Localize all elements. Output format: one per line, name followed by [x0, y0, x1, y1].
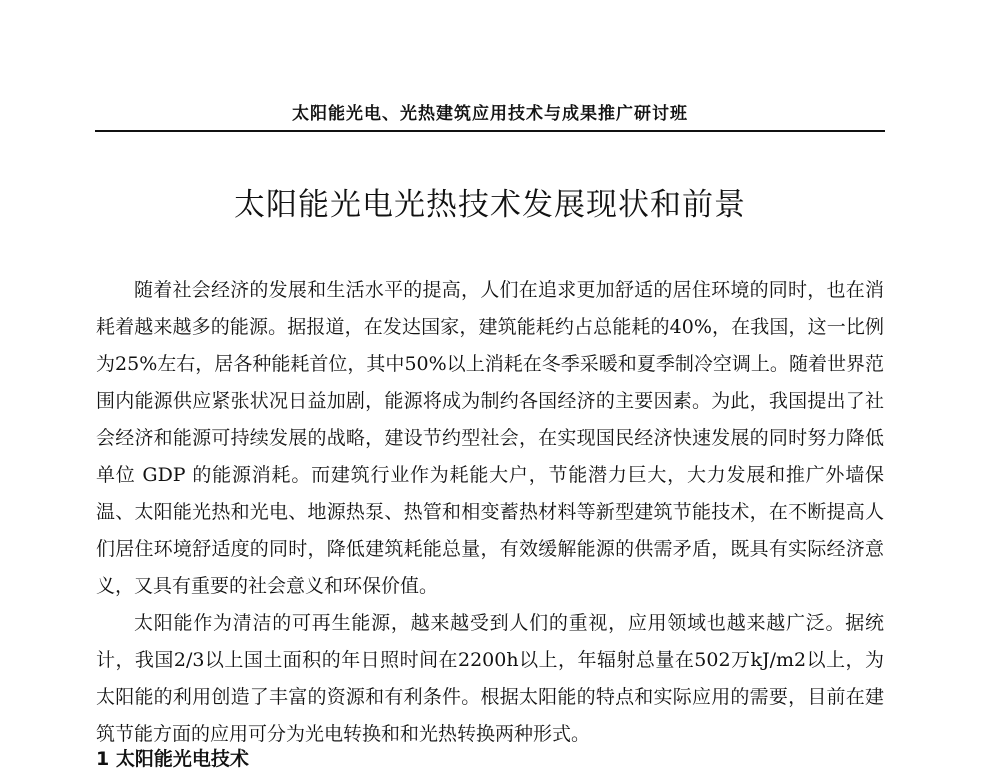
paragraph-1: 随着社会经济的发展和生活水平的提高，人们在追求更加舒适的居住环境的同时，也在消耗着越来越多的能源。据报道，在发达国家，建筑能耗约占总能耗的40%，在我国，这一比例为25%左右，居各种能耗首位，其中50%以上消耗在冬季采暖和夏季制冷空调上。随着世界范围内能源供应紧张状况日益加剧，能源将成为制约各国经济的主要因素。为此，我国提出了社会经济和能源可持续发展的战略，建设节约型社会，在实现国民经济快速发展的同时努力降低单位 GDP 的能源消耗。而建筑行业作为耗能大户，节能潜力巨大，大力发展和推广外墙保温、太阳能光热和光电、地源热泵、热管和相变蓄热材料等新型建筑节能技术，在不断提高人们居住环境舒适度的同时，降低建筑耗能总量，有效缓解能源的供需矛盾，既具有实际经济意义，又具有重要的社会意义和环保价值。 [96, 279, 884, 597]
article-body [96, 272, 884, 753]
header-divider [95, 130, 885, 132]
article-title: 太阳能光电光热技术发展现状和前景 [234, 187, 746, 223]
paragraph-2: 太阳能作为清洁的可再生能源，越来越受到人们的重视，应用领域也越来越广泛。据统计，我国2/3以上国土面积的年日照时间在2200h以上，年辐射总量在502万kJ/m2以上，为太阳能的利用创造了丰富的资源和有利条件。根据太阳能的特点和实际应用的需要，目前在建筑节能方面的应用可分为光电转换和和光热转换两种形式。 [96, 612, 884, 745]
running-header: 太阳能光电、光热建筑应用技术与成果推广研讨班 [292, 104, 688, 124]
section-heading: 1 太阳能光电技术 [96, 748, 249, 770]
